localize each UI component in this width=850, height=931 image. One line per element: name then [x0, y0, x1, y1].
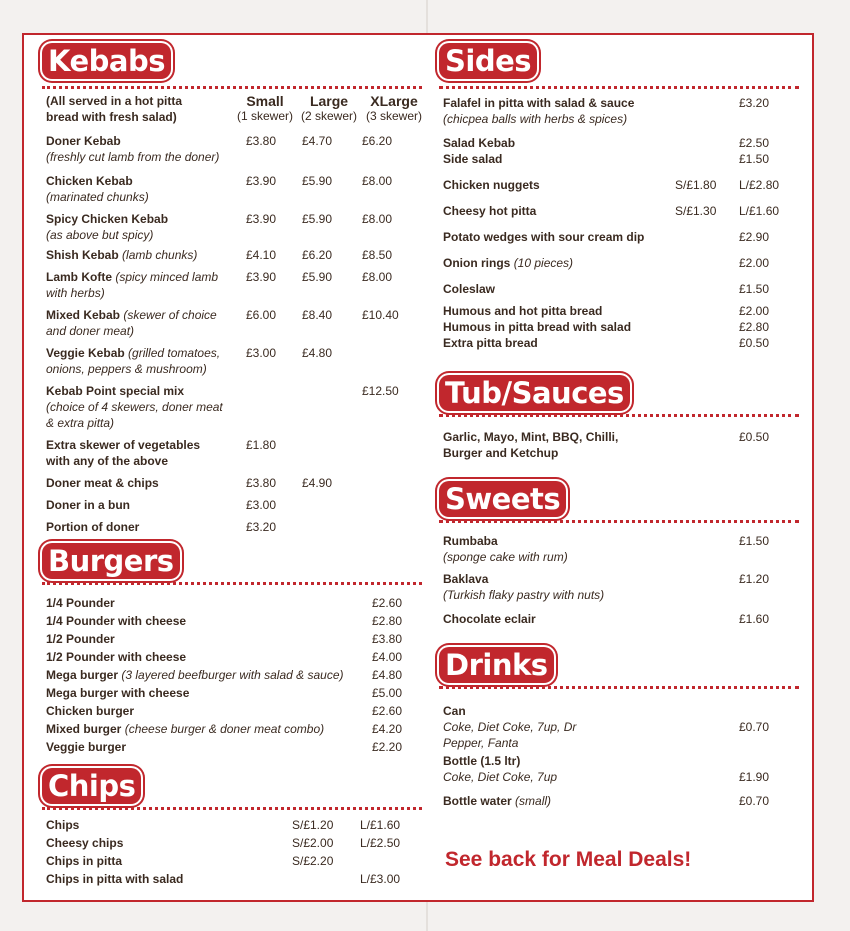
kebabs-heading: Kebabs [42, 43, 171, 79]
kebabs-intro: (All served in a hot pitta bread with fresh salad) [46, 94, 183, 124]
item-name: Chicken nuggets [443, 178, 540, 192]
price: £2.80 [372, 614, 403, 628]
item-text [46, 247, 226, 263]
item-text [46, 703, 366, 719]
item-description: Coke, Diet Coke, 7up [443, 770, 558, 784]
burgers-heading: Burgers [42, 543, 180, 579]
item-name: Cheesy chips [46, 836, 124, 850]
kebabs-divider [42, 86, 422, 89]
price: £1.50 [739, 534, 770, 548]
item-name: Mega burger with cheese [46, 686, 190, 700]
price-large: £5.90 [302, 212, 333, 226]
meal-deals-note: See back for Meal Deals! [445, 848, 692, 871]
item-description: (sponge cake with rum) [443, 550, 568, 564]
size-small: Small (1 skewer) [236, 93, 293, 123]
price-xlarge: £8.50 [362, 248, 393, 262]
sweets-divider [439, 520, 799, 523]
chips-section [42, 768, 422, 814]
item-name: 1/4 Pounder [46, 596, 115, 610]
item-name: Baklava [443, 572, 489, 586]
item-name: 1/2 Pounder with cheese [46, 650, 187, 664]
item-text [443, 229, 673, 245]
item-text [443, 533, 673, 565]
drinks-heading: Drinks [439, 647, 554, 683]
item-name: Veggie burger [46, 740, 127, 754]
item-text [46, 835, 286, 851]
price: £2.00 [739, 304, 770, 318]
item-text [46, 173, 226, 205]
item-name: Doner meat & chips [46, 476, 159, 490]
item-name: Mixed burger [46, 722, 122, 736]
item-description: (Turkish flaky pastry with nuts) [443, 588, 605, 602]
price-xlarge: £8.00 [362, 212, 393, 226]
item-description: Coke, Diet Coke, 7up, Dr Pepper, Fanta [443, 720, 577, 750]
item-name: Veggie Kebab [46, 346, 125, 360]
item-text [443, 95, 673, 127]
item-name: Extra skewer of vegetables with any of the above [46, 438, 201, 468]
item-name: Doner Kebab [46, 134, 121, 148]
item-description: (lamb chunks) [122, 248, 198, 262]
price-large: £6.20 [302, 248, 333, 262]
item-text [443, 203, 673, 219]
item-description: (freshly cut lamb from the doner) [46, 150, 220, 164]
price-small: S/£2.00 [292, 836, 334, 850]
item-name: Humous and hot pitta bread [443, 304, 603, 318]
price-small: £1.80 [246, 438, 277, 452]
item-description: (small) [515, 794, 552, 808]
item-name: Portion of doner [46, 520, 140, 534]
item-text [46, 871, 286, 887]
sweets-heading: Sweets [439, 481, 566, 517]
item-name: Bottle (1.5 ltr) [443, 754, 521, 768]
item-text [443, 319, 673, 335]
item-name: Shish Kebab [46, 248, 119, 262]
tubs-divider [439, 414, 799, 417]
drinks-divider [439, 686, 799, 689]
item-description: (spicy minced lamb with herbs) [46, 270, 219, 300]
item-name: Mega burger [46, 668, 119, 682]
item-name: Salad Kebab [443, 136, 516, 150]
kebabs-section [42, 43, 422, 124]
price-xlarge: £6.20 [362, 134, 393, 148]
price: £0.50 [739, 336, 770, 350]
item-description: (choice of 4 skewers, doner meat & extra pitta) [46, 400, 223, 430]
price: £4.00 [372, 650, 403, 664]
price-small: £3.00 [246, 498, 277, 512]
item-name: Rumbaba [443, 534, 498, 548]
item-text [46, 649, 366, 665]
price: £1.50 [739, 282, 770, 296]
item-text [46, 721, 366, 737]
item-text [443, 303, 673, 319]
item-text [46, 269, 226, 301]
item-description: (skewer of choice and doner meat) [46, 308, 217, 338]
item-name: Doner in a bun [46, 498, 130, 512]
price: £2.20 [372, 740, 403, 754]
price-small: £3.90 [246, 174, 277, 188]
item-name: Bottle water [443, 794, 512, 808]
price-large: £5.90 [302, 174, 333, 188]
item-name: Lamb Kofte [46, 270, 112, 284]
price-small: £3.90 [246, 270, 277, 284]
price-small: £3.20 [246, 520, 277, 534]
size-xlarge: XLarge (3 skewer) [365, 93, 422, 123]
price: £2.60 [372, 596, 403, 610]
item-name: Humous in pitta bread with salad [443, 320, 632, 334]
item-text [46, 739, 366, 755]
sides-divider [439, 86, 799, 89]
price-small: S/£1.20 [292, 818, 334, 832]
price: £3.80 [372, 632, 403, 646]
item-text [46, 631, 366, 647]
item-name: Can [443, 704, 466, 718]
item-text [46, 437, 226, 469]
item-text [46, 307, 226, 339]
item-text [46, 853, 286, 869]
price-large: L/£2.50 [360, 836, 401, 850]
tubs-section [439, 375, 799, 421]
item-text [46, 475, 226, 491]
price: £2.80 [739, 320, 770, 334]
sides-section [439, 43, 799, 93]
item-name: Coleslaw [443, 282, 496, 296]
price: £3.20 [739, 96, 770, 110]
item-name: Mixed Kebab [46, 308, 121, 322]
item-name: Chicken burger [46, 704, 135, 718]
item-name: Chips [46, 818, 80, 832]
item-text [443, 703, 583, 751]
item-text [443, 793, 673, 809]
drinks-section [439, 647, 799, 693]
burgers-divider [42, 582, 422, 585]
item-text [46, 497, 226, 513]
item-text [443, 429, 643, 461]
item-text [46, 667, 366, 683]
item-description: (as above but spicy) [46, 228, 154, 242]
price: £5.00 [372, 686, 403, 700]
item-text [46, 613, 366, 629]
price: £1.60 [739, 612, 770, 626]
item-name: Cheesy hot pitta [443, 204, 537, 218]
item-description: (grilled tomatoes, onions, peppers & mushroom) [46, 346, 221, 376]
item-text [46, 383, 226, 431]
size-large: Large (2 skewer) [300, 93, 357, 123]
price: £1.90 [739, 770, 770, 784]
price-small: S/£1.30 [675, 204, 717, 218]
price-small: £6.00 [246, 308, 277, 322]
item-name: Potato wedges with sour cream dip [443, 230, 645, 244]
item-name: Chips in pitta [46, 854, 122, 868]
price-small: £3.80 [246, 134, 277, 148]
item-text [443, 335, 673, 351]
item-text [443, 611, 673, 627]
item-text [443, 135, 673, 151]
chips-divider [42, 807, 422, 810]
item-description: (3 layered beefburger with salad & sauce) [121, 668, 344, 682]
item-name: Chicken Kebab [46, 174, 133, 188]
price: £1.20 [739, 572, 770, 586]
item-text [443, 177, 673, 193]
item-text [46, 817, 286, 833]
price-small: S/£1.80 [675, 178, 717, 192]
sides-heading: Sides [439, 43, 537, 79]
item-text [46, 685, 366, 701]
price: £2.00 [739, 256, 770, 270]
menu-frame [22, 33, 814, 902]
burgers-section [42, 543, 422, 589]
item-name: Side salad [443, 152, 503, 166]
item-description: (marinated chunks) [46, 190, 149, 204]
price-large: L/£1.60 [360, 818, 401, 832]
price: £4.80 [372, 668, 403, 682]
item-text [46, 133, 226, 165]
item-text [443, 255, 673, 271]
price: £1.50 [739, 152, 770, 166]
item-name: Spicy Chicken Kebab [46, 212, 169, 226]
price: £2.50 [739, 136, 770, 150]
price-small: £3.80 [246, 476, 277, 490]
price-small: £3.90 [246, 212, 277, 226]
item-text [46, 211, 226, 243]
item-name: Extra pitta bread [443, 336, 538, 350]
item-name: Kebab Point special mix [46, 384, 185, 398]
item-text [46, 519, 226, 535]
item-text [443, 281, 673, 297]
price-xlarge: £8.00 [362, 270, 393, 284]
price: £2.90 [739, 230, 770, 244]
price-small: £4.10 [246, 248, 277, 262]
price: L/£2.80 [739, 178, 780, 192]
price: £0.70 [739, 794, 770, 808]
item-description: (10 pieces) [513, 256, 574, 270]
item-text [443, 753, 673, 785]
price-small: £3.00 [246, 346, 277, 360]
item-description: (chicpea balls with herbs & spices) [443, 112, 628, 126]
price: L/£1.60 [739, 204, 780, 218]
item-text [46, 595, 366, 611]
item-name: 1/2 Pounder [46, 632, 115, 646]
price: £0.50 [739, 430, 770, 444]
item-name: Chocolate eclair [443, 612, 536, 626]
price-large: L/£3.00 [360, 872, 401, 886]
price-small: S/£2.20 [292, 854, 334, 868]
price-large: £4.90 [302, 476, 333, 490]
price-large: £5.90 [302, 270, 333, 284]
price: £0.70 [739, 720, 770, 734]
item-text [443, 571, 673, 603]
price-large: £4.80 [302, 346, 333, 360]
item-text [46, 345, 226, 377]
item-name: Falafel in pitta with salad & sauce [443, 96, 635, 110]
sweets-section [439, 481, 799, 527]
price-large: £4.70 [302, 134, 333, 148]
item-text [443, 151, 673, 167]
price: £2.60 [372, 704, 403, 718]
tubs-heading: Tub/Sauces [439, 375, 630, 411]
price-large: £8.40 [302, 308, 333, 322]
price: £4.20 [372, 722, 403, 736]
item-name: 1/4 Pounder with cheese [46, 614, 187, 628]
chips-heading: Chips [42, 768, 141, 804]
item-name: Garlic, Mayo, Mint, BBQ, Chilli, Burger and Ketchup [443, 430, 619, 460]
price-xlarge: £12.50 [362, 384, 399, 398]
price-xlarge: £8.00 [362, 174, 393, 188]
item-name: Chips in pitta with salad [46, 872, 184, 886]
price-xlarge: £10.40 [362, 308, 399, 322]
item-name: Onion rings [443, 256, 511, 270]
item-description: (cheese burger & doner meat combo) [124, 722, 325, 736]
